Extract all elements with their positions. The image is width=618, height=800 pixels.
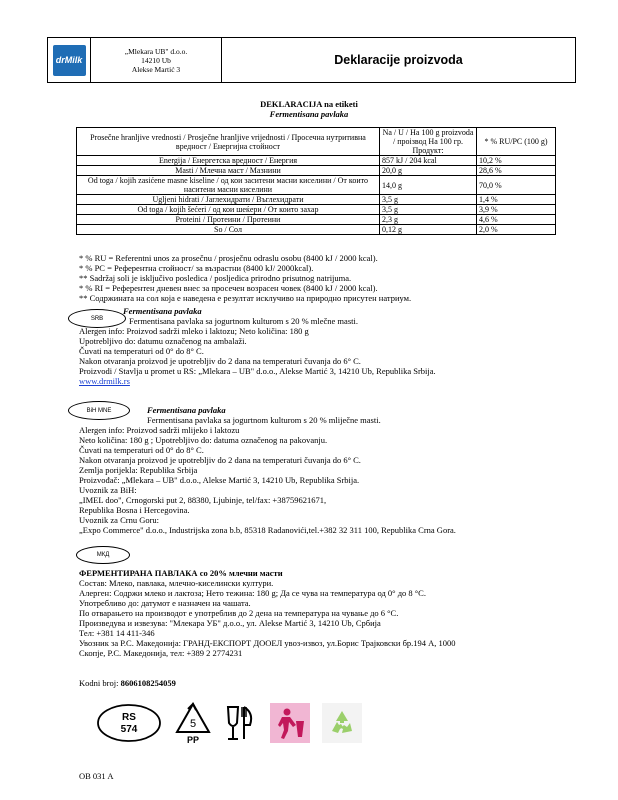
mkd-line: Произведува и извезува: "Млекара УБ" д.о.о., ул. Alekse Martić 3, 14210 Ub, Србија (79, 618, 381, 628)
row-label: Proteini / Протеини / Протеини (77, 215, 380, 225)
bih-line: Uvoznik za Crnu Goru: (79, 515, 160, 525)
row-ri: 4,6 % (477, 215, 556, 225)
declaration-subtitle: Fermentisana pavlaka (269, 109, 349, 119)
address-line: 14210 Ub (141, 55, 171, 65)
footnotes (79, 253, 559, 303)
row-ri: 70,0 % (477, 176, 556, 195)
bih-line: Proizvođač: „Mlekara – UB" d.o.o., Alekse Martić 3, 14210 Ub, Republika Srbija. (79, 475, 360, 485)
bih-line: Fermentisana pavlaka sa jogurtnom kulturom s 20 % mliječne masti. (147, 415, 381, 425)
row-value: 0,12 g (380, 225, 477, 235)
footnote: ** Содржината на сол која е наведена е резултат исклучиво на природно присутен натриум. (79, 293, 412, 303)
packaging-symbols (96, 700, 362, 746)
bih-line: Republika Bosna i Hercegovina. (79, 505, 190, 515)
bih-mne-tag-oval: BiH MNE (68, 401, 130, 420)
row-label: Masti / Млечна маст / Мазнини (77, 166, 380, 176)
row-value: 2,3 g (380, 215, 477, 225)
srb-line: Fermentisana pavlaka sa jogurtnom kulturom s 20 % mlečne masti. (129, 316, 358, 326)
address-line: Alekse Martić 3 (131, 64, 181, 74)
row-ri: 28,6 % (477, 166, 556, 176)
row-label: Energija / Енергетска вредност / Енергия (77, 156, 380, 166)
mkd-line: Увозник за Р.С. Македонија: ГРАНД-ЕКСПОРТ ДООЕЛ увоз-извоз, ул.Борис Трајковски бр.194 А, 1000 (79, 638, 456, 648)
mkd-section (79, 568, 559, 658)
header-label: Prosečne hranljive vrednosti / Prosječne hranljive vrijednosti / Просечна нутритивна вредност / Енергиjна стойност (77, 128, 380, 156)
bih-line: Zemlja porijekla: Republika Srbija (79, 465, 198, 475)
row-label: Ugljeni hidrati / Јаглехидрати / Въглехидрати (77, 195, 380, 205)
declaration-title: DEKLARACIJA na etiketi (260, 99, 358, 109)
rs574-oval-icon (96, 703, 162, 743)
header-per100: Na / U / На 100 g proizvoda / проізвод На 100 гр. Продукт: (380, 128, 477, 156)
mkd-line: Употребливо до: датумот е назначен на чашата. (79, 598, 251, 608)
mkd-tag-oval: МКД (76, 546, 130, 564)
table-row (77, 215, 556, 225)
row-value: 14,0 g (380, 176, 477, 195)
bih-line: Uvoznik za BiH: (79, 485, 137, 495)
declaration-heading (0, 99, 618, 119)
recycle-icon (322, 703, 362, 743)
website-link[interactable]: www.drmilk.rs (79, 376, 130, 386)
srb-line: Nakon otvaranja proizvod je upotrebljiv do 2 dana na temperaturi čuvanja do 6° C. (79, 356, 361, 366)
table-row (77, 176, 556, 195)
header-box (47, 37, 576, 83)
mkd-line: По отварањето на производот е употреблив до 2 дена на температура на чување до 6 °C. (79, 608, 399, 618)
nutrition-table (76, 127, 556, 235)
row-label: So / Сол (77, 225, 380, 235)
row-ri: 10,2 % (477, 156, 556, 166)
footnote: ** Sadržaj soli je isključivo posledica / posljedica prirodno prisutnog natrijuma. (79, 273, 352, 283)
bih-line: „Expo Commerce" d.o.o., Industrijska zona b.b, 85318 Radanovići,tel.+382 32 311 100, Republika Crna Gora. (79, 525, 456, 535)
srb-section (79, 306, 559, 386)
srb-tag-oval: SRB (68, 309, 126, 328)
row-value: 857 kJ / 204 kcal (380, 156, 477, 166)
code-value: 8606108254059 (120, 678, 176, 688)
srb-line: Čuvati na temperaturi od 0° do 8° C. (79, 346, 204, 356)
rs-number-text: 574 (120, 724, 138, 735)
food-safe-icon (224, 703, 258, 743)
bih-line: Alergen info: Proizvod sadrži mlijeko i laktozu (79, 425, 240, 435)
bih-section (79, 405, 559, 535)
table-header-row (77, 128, 556, 156)
bih-title: Fermentisana pavlaka (147, 405, 226, 415)
rs-text: RS (122, 712, 136, 723)
row-label: Od toga / kojih zasićene masne kiseline / од кои заситени масни киселини / От които наситени масни киселини (77, 176, 380, 195)
mkd-line: Скопје, Р.С. Македонија, тел: +389 2 2774231 (79, 648, 243, 658)
code-label: Kodni broj: (79, 678, 119, 688)
row-ri: 1,4 % (477, 195, 556, 205)
bih-line: Neto količina: 180 g ; Upotrebljivo do: datuma označenog na pakovanju. (79, 435, 328, 445)
srb-line: Alergen info: Proizvod sadrži mleko i laktozu; Neto količina: 180 g (79, 326, 309, 336)
table-row (77, 156, 556, 166)
row-label: Od toga / kojih šećeri / од кои шеќери / От които захар (77, 205, 380, 215)
bih-line: Čuvati na temperaturi od 0° do 8° C. (79, 445, 204, 455)
tidyman-icon (270, 703, 310, 743)
recycle-number: 5 (189, 718, 197, 730)
product-code (79, 678, 559, 688)
table-row (77, 225, 556, 235)
bih-line: „IMEL doo", Crnogorski put 2, 88380, Ljubinje, tel/fax: +38759621671, (79, 495, 327, 505)
logo-cell (48, 38, 91, 82)
company-address (91, 38, 222, 82)
header-ri: * % RU/PC (100 g) (477, 128, 556, 156)
mkd-title: ФЕРМЕНТИРАНА ПАВЛАКА со 20% млечни масти (79, 568, 283, 578)
row-value: 20,0 g (380, 166, 477, 176)
footnote: * % RU = Referentni unos za prosečnu / prosječnu odraslu osobu (8400 kJ / 2000 kcal). (79, 253, 378, 263)
document-code: OB 031 A (79, 771, 114, 781)
bih-line: Nakon otvaranja proizvod je upotrebljiv do 2 dana na temperaturi čuvanja do 6° C. (79, 455, 361, 465)
table-row (77, 205, 556, 215)
pp-recycle-icon (174, 703, 212, 743)
row-ri: 3,9 % (477, 205, 556, 215)
row-value: 3,5 g (380, 205, 477, 215)
row-ri: 2,0 % (477, 225, 556, 235)
address-line: „Mlekara UB" d.o.o. (124, 46, 188, 56)
recycle-code: PP (186, 735, 200, 745)
table-row (77, 195, 556, 205)
footnote: * % PC = Референтна стойност/ за възрастни (8400 kJ/ 2000kcal). (79, 263, 314, 273)
srb-title: Fermentisana pavlaka (123, 306, 202, 316)
mkd-line: Состав: Млеко, павлака, млечно-киселински култури. (79, 578, 274, 588)
row-value: 3,5 g (380, 195, 477, 205)
drmilk-logo: drMilk (53, 45, 86, 76)
mkd-line: Тел: +381 14 411-346 (79, 628, 155, 638)
page-title: Deklaracije proizvoda (334, 53, 463, 67)
footnote: * % RI = Референтен дневен внес за просечен возрасен човек (8400 kJ / 2000 kcal). (79, 283, 378, 293)
mkd-line: Алерген: Содржи млеко и лактоза; Нето тежина: 180 g; Да се чува на температура од 0° до 8 °C. (79, 588, 426, 598)
srb-line: Upotrebljivo do: datumu označenog na ambalaži. (79, 336, 247, 346)
table-row (77, 166, 556, 176)
srb-line: Proizvodi / Stavlja u promet u RS: „Mlekara – UB" d.o.o., Alekse Martić 3, 14210 Ub, Republika Srbija. (79, 366, 436, 376)
